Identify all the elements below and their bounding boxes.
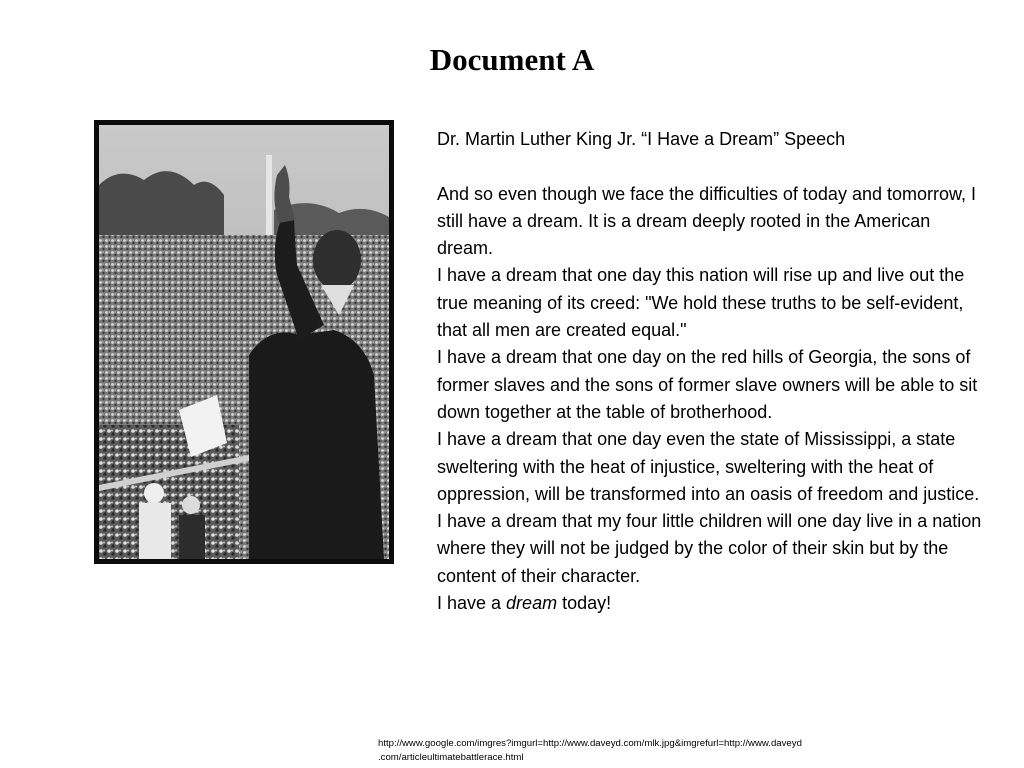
source-line: .com/articleultimatebattlerace.html [378, 752, 524, 763]
mlk-photo [94, 120, 394, 564]
source-line: http://www.google.com/imgres?imgurl=http://www.daveyd.com/mlk.jpg&imgrefurl=http://www.daveyd [378, 738, 802, 749]
speech-paragraph: I have a dream that one day on the red hills of Georgia, the sons of former slaves and the sons of former slave owners will be able to sit down together at the table of brotherhood. [437, 347, 978, 422]
speech-paragraph: I have a dream that my four little children will one day live in a nation where they will not be judged by the color of their skin but by the content of their character. [437, 511, 982, 586]
closing-emphasis: dream [506, 593, 558, 614]
speech-closing [437, 590, 982, 617]
page-title: Document A [429, 42, 595, 77]
speech-heading: Dr. Martin Luther King Jr. “I Have a Dream” Speech [437, 129, 846, 149]
source-citation [378, 737, 898, 765]
speech-paragraph: And so even though we face the difficulties of today and tomorrow, I still have a dream. It is a dream deeply rooted in the American dream. [437, 183, 976, 259]
speech-paragraph: I have a dream that one day this nation will rise up and live out the true meaning of its creed: "We hold these truths to be self-evident, that all men are created equal." [437, 265, 965, 341]
speech-paragraph: I have a dream that one day even the state of Mississippi, a state sweltering with the heat of injustice, sweltering with the heat of oppression, will be transformed into an oasis of freedom and justice. [437, 429, 980, 504]
speech-text [437, 126, 982, 617]
closing-prefix: I have a [437, 593, 507, 614]
closing-suffix: today! [557, 593, 612, 614]
photo-icon [99, 125, 389, 559]
